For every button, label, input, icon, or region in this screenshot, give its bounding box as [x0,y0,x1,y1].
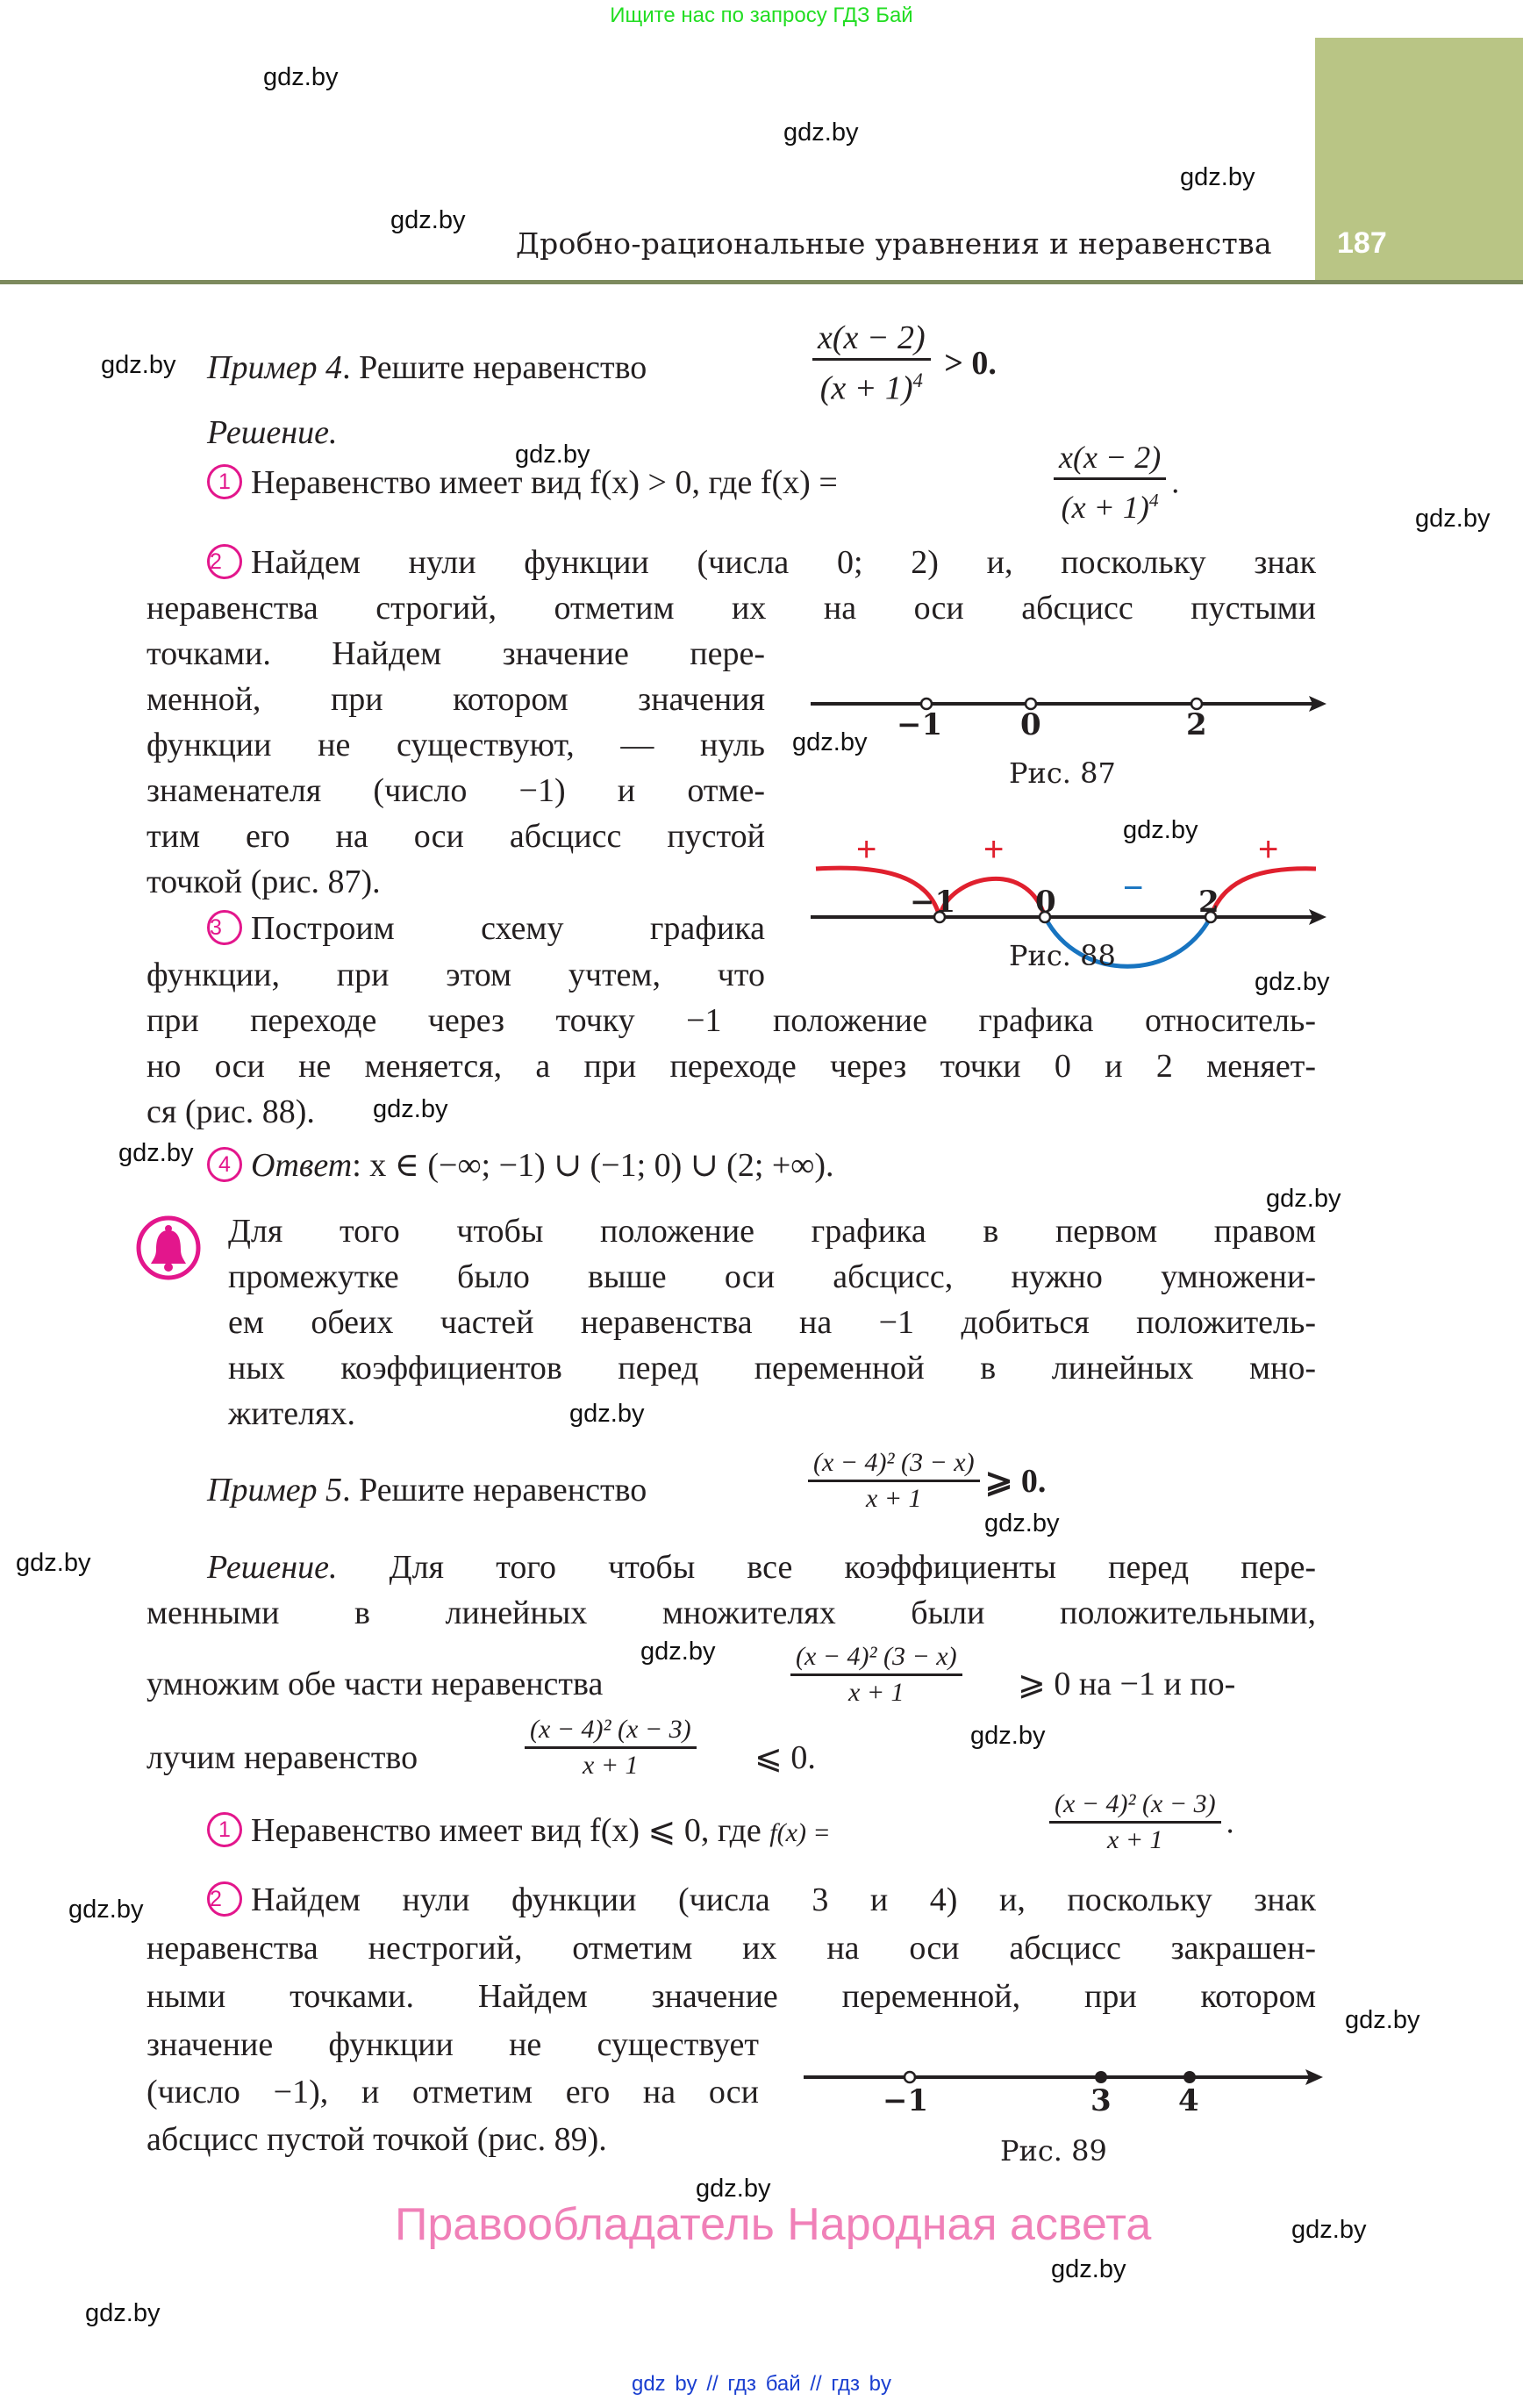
example4-step2-line3: точками. Найдем значение пере- [147,635,765,672]
watermark-gdz-by: gdz.by [1255,968,1330,996]
fig87-tick-0: 0 [1020,707,1041,742]
fig88-sign-4: + [1258,830,1279,869]
watermark-gdz-by: gdz.by [1291,2216,1367,2244]
filled-point-4 [1183,2071,1196,2083]
example4-step2-line6: знаменателя (число −1) и отме- [147,772,765,809]
watermark-gdz-by: gdz.by [1266,1185,1341,1213]
example5-solution-line4: лучим неравенство [147,1739,418,1776]
note-line-4: ных коэффициентов перед переменной в линейных мно- [228,1350,1316,1387]
fig88-caption: Рис. 88 [1009,939,1116,972]
example4-prompt: . Решите неравенство [342,349,647,386]
open-point-minus1 [905,2072,915,2082]
example5-step2-line5: (число −1), и отметим его на оси [147,2074,759,2111]
example4-inequality: $\frac{x(x - 2)}{(x + 1)^4}$ > 0. [807,318,997,409]
fig88-tick-minus1: −1 [910,885,956,920]
example5-solution-line3-tail: ⩾ 0 на −1 и по- [1018,1666,1236,1702]
step-badge-1: 1 [207,1812,242,1847]
watermark-gdz-by: gdz.by [85,2299,161,2327]
fig88-sign-2: + [983,830,1005,869]
note-line-5: жителях. [228,1395,356,1432]
example4-step2-line7: тим его на оси абсцисс пустой [147,818,765,855]
example4-fraction: $\frac{x(x - 2)}{(x + 1)^4}$ [812,318,931,409]
fig87-caption: Рис. 87 [1009,756,1116,790]
step-badge-1: 1 [207,464,242,499]
watermark-gdz-by: gdz.by [783,118,859,147]
example5-step2-line4: значение функции не существует [147,2026,759,2063]
fig89-tick-3: 3 [1090,2083,1112,2118]
watermark-gdz-by: gdz.by [970,1722,1046,1750]
example5-step1: 1 Неравенство имеет вид f(x) ⩽ 0, где f(x) = [207,1810,831,1853]
example4-step3-line2: функции, при этом учтем, что [147,957,765,993]
example5-solution-line1: Решение. Для того чтобы все коэффициенты перед пере- [207,1549,1316,1586]
example5-step2-line6: абсцисс пустой точкой (рис. 89). [147,2121,607,2158]
fig88-sign-1: + [856,830,877,869]
example4-step2-line8: точкой (рис. 87). [147,864,381,900]
watermark-gdz-by: gdz.by [101,351,176,379]
watermark-gdz-by: gdz.by [263,63,339,91]
top-banner[interactable]: Ищите нас по запросу ГДЗ Бай [610,4,913,27]
watermark-gdz-by: gdz.by [16,1549,91,1577]
watermark-gdz-by: gdz.by [373,1095,448,1123]
watermark-gdz-by: gdz.by [640,1638,716,1666]
fig89-tick-minus1: −1 [883,2083,929,2118]
fig89-caption: Рис. 89 [1000,2134,1107,2168]
watermark-gdz-by: gdz.by [68,1896,144,1924]
step-badge-2: 2 [207,544,242,579]
figure-87-number-line [790,676,1334,737]
fig88-tick-2: 2 [1198,885,1219,920]
fig89-tick-4: 4 [1178,2083,1199,2118]
example4-step3-line1: 3 Построим схему графика [207,908,765,949]
example5-step2-line3: ными точками. Найдем значение переменной, при котором [147,1978,1316,2015]
example5-solution-line2: менными в линейных множителях были положительными, [147,1595,1316,1631]
example4-step3-line5: ся (рис. 88). [147,1093,315,1130]
note-line-3: ем обеих частей неравенства на −1 добиться положитель- [228,1304,1316,1341]
fig88-tick-0: 0 [1035,885,1056,920]
watermark-gdz-by: gdz.by [1415,505,1491,533]
example4-step3-line3: при переходе через точку −1 положение графика относитель- [147,1002,1316,1039]
watermark-gdz-by: gdz.by [515,441,590,469]
watermark-gdz-by: gdz.by [1180,163,1255,191]
watermark-gdz-by: gdz.by [390,206,466,234]
page-number: 187 [1337,226,1387,260]
note-line-1: Для того чтобы положение графика в первом правом [228,1213,1316,1250]
fig87-tick-minus1: −1 [897,707,943,742]
example4-solution-label: Решение. [207,414,338,451]
example5-heading: Пример 5. Решите неравенство [207,1472,647,1509]
example4-step2-line4: менной, при котором значения [147,681,765,718]
example4-step2-line5: функции не существуют, — нуль [147,727,765,763]
fig88-sign-3: − [1123,869,1144,907]
watermark-gdz-by: gdz.by [984,1509,1060,1537]
example4-step1-fraction: $\frac{x(x - 2)}{(x + 1)^4}$ . [1048,437,1179,527]
example5-solution-line3: умножим обе части неравенства [147,1666,604,1702]
example5-step2-line1: 2 Найдем нули функции (числа 3 и 4) и, поскольку знак [207,1880,1316,1920]
figure-89-number-line [790,2053,1334,2106]
watermark-gdz-by: gdz.by [792,728,868,756]
copyright-watermark: Правообладатель Народная асвета [395,2199,1152,2250]
fig87-tick-2: 2 [1186,707,1207,742]
example5-step2-line2: неравенства нестрогий, отметим их на оси абсцисс закрашен- [147,1930,1316,1967]
example5-step1-fraction: $\frac{\text{(x − 4)² (x − 3)}}{x + 1}$ . [1044,1788,1234,1857]
example5-fraction-b: $\frac{\text{(x − 4)² (x − 3)}}{x + 1}$ [519,1713,702,1782]
example5-solution-line4-tail: ⩽ 0. [754,1739,816,1776]
example4-heading [207,348,647,388]
example4-answer: 4 Ответ: x ∈ (−∞; −1) ∪ (−1; 0) ∪ (2; +∞). [207,1145,834,1186]
example5-inequality: $\frac{\text{(x − 4)² (3 − x)}}{x + 1}$ ⩾ 0. [803,1446,1046,1516]
watermark-gdz-by: gdz.by [1123,816,1198,844]
step-badge-4: 4 [207,1147,242,1182]
step-badge-2: 2 [207,1881,242,1917]
example5-fraction-a: $\frac{\text{(x − 4)² (3 − x)}}{x + 1}$ [785,1640,968,1709]
step-badge-3: 3 [207,910,242,945]
example4-step2-line1: 2 Найдем нули функции (числа 0; 2) и, поскольку знак [207,542,1316,583]
note-line-2: промежутке было выше оси абсцисс, нужно умножени- [228,1258,1316,1295]
watermark-gdz-by: gdz.by [569,1400,645,1428]
example4-step1: 1 Неравенство имеет вид f(x) > 0, где f(x) = [207,462,838,503]
running-header-title: Дробно-рациональные уравнения и неравенства [516,226,1272,261]
watermark-gdz-by: gdz.by [1051,2255,1126,2283]
footer-links[interactable]: gdz by // гдз бай // гдз by [631,2372,892,2396]
watermark-gdz-by: gdz.by [118,1139,194,1167]
example4-step3-line4: но оси не меняется, а при переходе через точки 0 и 2 меняет- [147,1048,1316,1085]
example4-step2-line2: неравенства строгий, отметим их на оси абсцисс пустыми [147,590,1316,627]
filled-point-3 [1095,2071,1107,2083]
watermark-gdz-by: gdz.by [696,2175,771,2203]
example4-label: Пример 4 [207,349,343,386]
watermark-gdz-by: gdz.by [1345,2006,1420,2034]
header-rule [0,280,1523,284]
bell-icon [133,1213,204,1283]
